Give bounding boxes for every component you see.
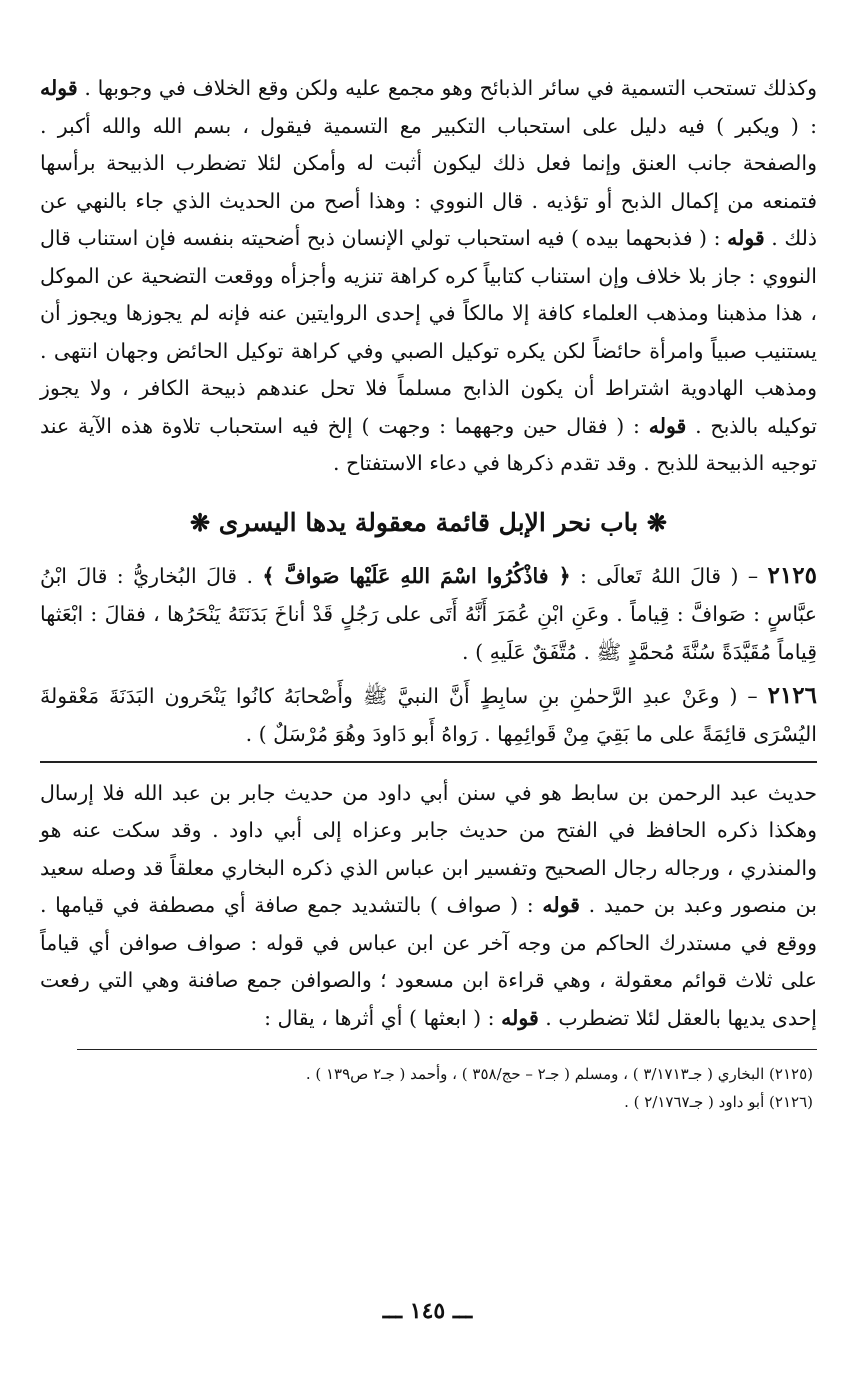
chapter-title: باب نحر الإبل قائمة معقولة يدها اليسرى [218, 507, 639, 537]
star-ornament-icon: ❋ [646, 507, 668, 537]
star-ornament-icon: ❋ [189, 507, 211, 537]
qawluhu-label: قوله [727, 226, 765, 250]
hadith-text: – ( قالَ اللهُ تَعالَى : [580, 563, 759, 588]
hadith-2125 [40, 557, 817, 671]
hadith-number: ٢١٢٥ [767, 561, 817, 589]
hadith-text: – ( وعَنْ عبدِ الرَّحمٰنِ بنِ سابِطٍ أَنَّ النبيَّ ﷺ وأَصْحابَهُ كانُوا يَنْحَرون البَدَنَةَ مَعْقولةَ اليُسْرَى قائِمَةً على ما بَقِيَ مِنْ قَوائِمِها . رَواهُ أَبو دَاودَ وهُوَ مُرْسَلٌ ) . [40, 683, 817, 746]
top-paragraph [40, 70, 817, 483]
text-segment: : ( فقال حين وجههما : وجهت ) إلخ فيه استحباب تلاوة هذه الآية عند توجيه الذبيحة للذبح . وقد تقدم ذكرها في دعاء الاستفتاح . [40, 413, 817, 475]
commentary-paragraph [40, 775, 817, 1038]
chapter-heading [40, 503, 817, 543]
footnote: (٢١٢٥) البخاري ( جـ٣/١٧١٣ ) ، ومسلم ( جـ٢ – حج/٣٥٨ ) ، وأحمد ( جـ٢ ص١٣٩ ) . [305, 1065, 813, 1083]
qawluhu-label: قوله [501, 1005, 539, 1030]
text-segment: وكذلك تستحب التسمية في سائر الذبائح وهو مجمع عليه ولكن وقع الخلاف في وجوبها . [84, 76, 817, 100]
text-segment: : ( صواف ) بالتشديد جمع صافة أي مصطفة في قيامها . ووقع في مستدرك الحاكم من وجه آخر عن ابن عباس في قوله : صواف صوافن أي قياماً على ثلاث قوائم معقولة ، وهي قراءة ابن مسعود ؛ والصوافن جمع صافنة وهي التي رفعت إحدى يديها بالعقل لئلا تضطرب . [40, 893, 817, 1030]
hadith-text: . قالَ البُخاريُّ : قالَ ابْنُ عبَّاسٍ : صَوافَّ : قِياماً . وعَنِ ابْنِ عُمَرَ أَنَّهُ أَتَى على رَجُلٍ قَدْ أناخَ بَدَنَتَهُ يَنْحَرُها ، فقالَ : ابْعَثها قِياماً مُقَيَّدَةً سُنَّةَ مُحمَّدٍ ﷺ . مُتَّفَقٌ عَلَيهِ ) . [40, 563, 817, 664]
section-divider [40, 761, 817, 763]
footnote-divider [77, 1049, 817, 1050]
text-segment: : ( فذبحهما بيده ) فيه استحباب تولي الإنسان ذبح أضحيته بنفسه فإن استناب قال النووي : جاز بلا خلاف وإن استناب كتابياً كره كراهة تنزيه وأجزأه ووقعت التضحية عن الموكل ، هذا مذهبنا ومذهب العلماء كافة إلا مالكاً في إحدى الروايتين عنه فإنه لم يجوزها ويجوز أن يستنيب صبياً وامرأة حائضاً لكن يكره توكيل الصبي وفي كراهة توكيل الحائض وجهان انتهى . ومذهب الهادوية اشتراط أن يكون الذابح مسلماً فلا تحل عندهم ذبيحة الكافر ، ولا يجوز توكيله بالذبح . [40, 226, 817, 438]
qawluhu-label: قوله [648, 413, 687, 438]
quran-verse: ﴿ فاذْكُرُوا اسْمَ اللهِ عَلَيْها صَوافَّ ﴾ [262, 563, 571, 588]
page-number: ـــ ١٤٥ ـــ [382, 1298, 473, 1324]
qawluhu-label: قوله [542, 893, 580, 917]
text-segment: : ( ابعثها ) أي أثرها ، يقال : [264, 1005, 495, 1030]
qawluhu-label: قوله [40, 76, 78, 100]
text-segment: حديث عبد الرحمن بن سابط هو في سنن أبي داود من حديث جابر بن عبد الله فلا إرسال وهكذا ذكره الحافظ في الفتح من حديث جابر وعزاه إلى أبي داود . وقد سكت عنه هو والمنذري ، ورجاله رجال الصحيح وتفسير ابن عباس الذي ذكره البخاري معلقاً قد وصله سعيد بن منصور وعبد بن حميد . [40, 780, 817, 917]
footnote: (٢١٢٦) أبو داود ( جـ٢/١٧٦٧ ) . [624, 1093, 813, 1111]
text-segment: : ( ويكبر ) فيه دليل على استحباب التكبير مع التسمية فيقول ، بسم الله والله أكبر . والصفحة جانب العنق وإنما فعل ذلك ليكون أثبت له وأمكن لئلا تضطرب الذبيحة برأسها فتمنعه من إكمال الذبح أو تؤذيه . قال النووي : وهذا أصح من الحديث الذي جاء بالنهي عن ذلك . [40, 113, 818, 250]
hadith-2126 [40, 677, 817, 753]
hadith-number: ٢١٢٦ [767, 681, 817, 709]
